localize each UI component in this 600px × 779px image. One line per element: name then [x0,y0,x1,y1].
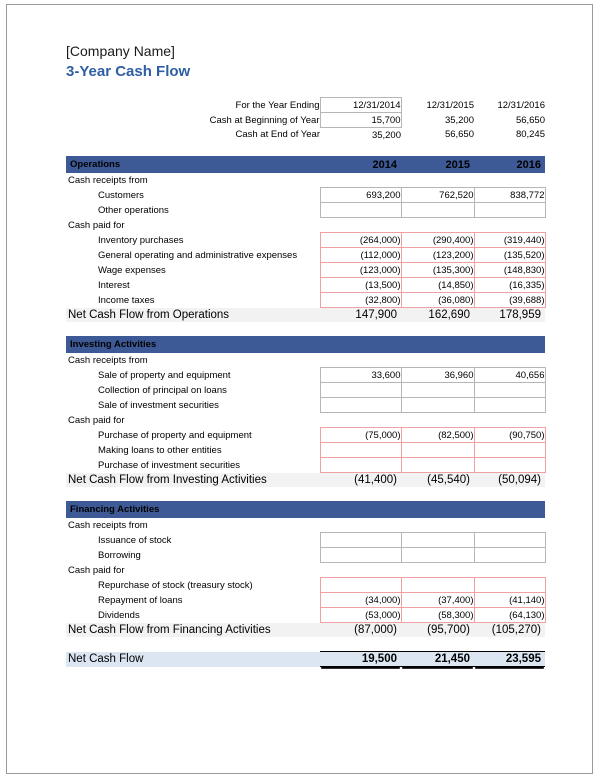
group-heading-row [66,353,545,368]
line-item-value-cell[interactable]: (39,688) [474,293,545,308]
line-item-value-cell[interactable]: (41,140) [474,593,545,608]
line-item-value-cell[interactable]: (82,500) [401,428,474,443]
line-item-value-cell[interactable] [401,578,474,593]
line-item-label: Collection of principal on loans [98,384,227,396]
line-item-value-cell[interactable]: (53,000) [320,608,401,623]
summary-row-label: Cash at Beginning of Year [209,114,320,126]
summary-value-cell: 12/31/2015 [426,99,474,111]
column-year-header [320,336,401,353]
line-item-label: Repurchase of stock (treasury stock) [98,579,253,591]
line-item-row [66,263,545,278]
column-year-header [474,501,545,518]
group-heading-row [66,518,545,533]
column-year-header [320,501,401,518]
line-item-value-cell[interactable] [401,548,474,563]
summary-value-cell: 56,650 [515,114,545,126]
line-item-value-cell[interactable]: (16,335) [474,278,545,293]
line-item-row [66,533,545,548]
group-heading: Cash receipts from [68,519,148,531]
line-item-row [66,188,545,203]
line-item-row [66,203,545,218]
net-cash-flow-row [66,652,545,667]
line-item-value-cell[interactable] [401,458,474,473]
line-item-value-cell[interactable]: (34,000) [320,593,401,608]
group-heading-row [66,173,545,188]
line-item-value-cell[interactable]: (58,300) [401,608,474,623]
group-heading-row [66,218,545,233]
summary-row-label: For the Year Ending [235,99,320,111]
net-cash-flow-table [66,637,545,667]
section-table [66,487,546,637]
line-item-value-cell[interactable]: (123,000) [320,263,401,278]
line-item-label: Sale of investment securities [98,399,219,411]
line-item-label: Sale of property and equipment [98,369,231,381]
line-item-value-cell[interactable] [474,203,545,218]
summary-value-cell[interactable]: 12/31/2014 [320,98,401,113]
line-item-value-cell[interactable]: (148,830) [474,263,545,278]
section-title: Operations [70,159,121,170]
column-year-header: 2014 [372,158,397,171]
line-item-value-cell[interactable]: (32,800) [320,293,401,308]
line-item-label: Borrowing [98,549,141,561]
summary-value-cell: 35,200 [371,129,401,141]
page-title: 3-Year Cash Flow [66,63,191,80]
section-total-row [66,308,545,323]
line-item-label: Issuance of stock [98,534,172,546]
summary-value-cell[interactable]: 15,700 [320,113,401,128]
line-item-value-cell[interactable]: (14,850) [401,278,474,293]
line-item-value-cell[interactable] [320,203,401,218]
line-item-label: Interest [98,279,130,291]
column-year-header [474,336,545,353]
line-item-value-cell[interactable] [320,458,401,473]
line-item-row [66,578,545,593]
line-item-label: Purchase of property and equipment [98,429,252,441]
section-total-label: Net Cash Flow from Financing Activities [66,623,320,638]
line-item-row [66,233,545,248]
line-item-value-cell[interactable]: 36,960 [401,368,474,383]
sections-host [66,142,545,667]
section-total-value: 162,690 [401,308,474,323]
spacer-row [66,637,545,652]
summary-value-cell: 12/31/2016 [497,99,545,111]
line-item-row [66,608,545,623]
line-item-value-cell[interactable]: (64,130) [474,608,545,623]
document-page [6,4,593,774]
line-item-value-cell[interactable]: (319,440) [474,233,545,248]
line-item-value-cell[interactable]: (90,750) [474,428,545,443]
line-item-value-cell[interactable]: 762,520 [401,188,474,203]
section-total-value: (45,540) [401,473,474,488]
line-item-row [66,248,545,263]
company-name: [Company Name] [66,43,175,59]
column-year-header: 2015 [445,158,470,171]
line-item-value-cell[interactable]: (135,520) [474,248,545,263]
line-item-value-cell[interactable] [474,533,545,548]
line-item-row [66,443,545,458]
net-cash-flow-value: 23,595 [474,652,545,667]
line-item-value-cell[interactable] [320,383,401,398]
group-heading: Cash receipts from [68,354,148,366]
line-item-row [66,428,545,443]
line-item-value-cell[interactable]: 33,600 [320,368,401,383]
group-heading-row [66,413,545,428]
line-item-row [66,383,545,398]
group-heading: Cash paid for [68,414,125,426]
line-item-value-cell[interactable] [320,533,401,548]
line-item-value-cell[interactable] [474,398,545,413]
line-item-value-cell[interactable]: (123,200) [401,248,474,263]
line-item-value-cell[interactable]: (264,000) [320,233,401,248]
line-item-value-cell[interactable] [401,383,474,398]
section-header-bar [66,156,545,173]
line-item-value-cell[interactable] [401,398,474,413]
line-item-value-cell[interactable] [320,443,401,458]
document-body [66,43,545,667]
line-item-label: Other operations [98,204,169,216]
line-item-value-cell[interactable]: 40,656 [474,368,545,383]
line-item-value-cell[interactable] [320,578,401,593]
line-item-value-cell[interactable] [320,548,401,563]
line-item-row [66,368,545,383]
section-total-row [66,473,545,488]
column-year-header: 2016 [516,158,541,171]
line-item-row [66,458,545,473]
line-item-label: Purchase of investment securities [98,459,241,471]
line-item-label: Making loans to other entities [98,444,222,456]
net-cash-flow-value: 21,450 [401,652,474,667]
line-item-label: Customers [98,189,144,201]
line-item-label: Income taxes [98,294,155,306]
section-total-label: Net Cash Flow from Operations [66,308,320,323]
section-title: Financing Activities [70,504,160,515]
section-total-value: (95,700) [401,623,474,638]
group-heading: Cash receipts from [68,174,148,186]
line-item-value-cell[interactable] [401,533,474,548]
section-total-value: 178,959 [474,308,545,323]
section-total-value: (50,094) [474,473,545,488]
section-total-value: (87,000) [320,623,401,638]
line-item-value-cell[interactable] [401,203,474,218]
line-item-label: General operating and administrative expenses [98,249,298,261]
line-item-value-cell[interactable]: (37,400) [401,593,474,608]
line-item-value-cell[interactable]: (112,000) [320,248,401,263]
section-title: Investing Activities [70,339,157,350]
section-total-label: Net Cash Flow from Investing Activities [66,473,320,488]
line-item-row [66,278,545,293]
line-item-value-cell[interactable]: 838,772 [474,188,545,203]
section-total-row [66,623,545,638]
net-cash-flow-label: Net Cash Flow [66,652,320,667]
line-item-value-cell[interactable]: (75,000) [320,428,401,443]
group-heading-row [66,563,545,578]
line-item-value-cell[interactable] [320,398,401,413]
summary-header-table [66,97,546,142]
line-item-value-cell[interactable] [474,443,545,458]
line-item-row [66,293,545,308]
summary-row-label: Cash at End of Year [235,129,320,141]
line-item-value-cell[interactable]: (36,080) [401,293,474,308]
line-item-value-cell[interactable]: (135,300) [401,263,474,278]
line-item-row [66,398,545,413]
net-cash-flow-value: 19,500 [320,652,401,667]
line-item-value-cell[interactable]: (13,500) [320,278,401,293]
line-item-value-cell[interactable] [474,548,545,563]
line-item-value-cell[interactable]: (290,400) [401,233,474,248]
line-item-label: Dividends [98,609,140,621]
section-table [66,142,546,322]
section-total-value: (105,270) [474,623,545,638]
column-year-header [401,501,474,518]
column-year-header [401,336,474,353]
line-item-label: Wage expenses [98,264,166,276]
line-item-value-cell[interactable] [474,578,545,593]
summary-row [66,113,545,128]
line-item-value-cell[interactable]: 693,200 [320,188,401,203]
line-item-value-cell[interactable] [474,383,545,398]
line-item-value-cell[interactable] [474,458,545,473]
summary-row [66,98,545,113]
summary-value-cell: 35,200 [444,114,474,126]
line-item-label: Repayment of loans [98,594,183,606]
section-header-bar [66,336,545,353]
group-heading: Cash paid for [68,219,125,231]
line-item-row [66,593,545,608]
summary-value-cell: 80,245 [515,129,545,141]
line-item-value-cell[interactable] [401,443,474,458]
group-heading: Cash paid for [68,564,125,576]
summary-row [66,128,545,143]
section-total-value: 147,900 [320,308,401,323]
section-table [66,322,546,487]
summary-value-cell: 56,650 [444,129,474,141]
line-item-row [66,548,545,563]
section-total-value: (41,400) [320,473,401,488]
spacer-row [66,142,545,156]
spacer-row [66,322,545,336]
section-header-bar [66,501,545,518]
spacer-row [66,487,545,501]
line-item-label: Inventory purchases [98,234,184,246]
